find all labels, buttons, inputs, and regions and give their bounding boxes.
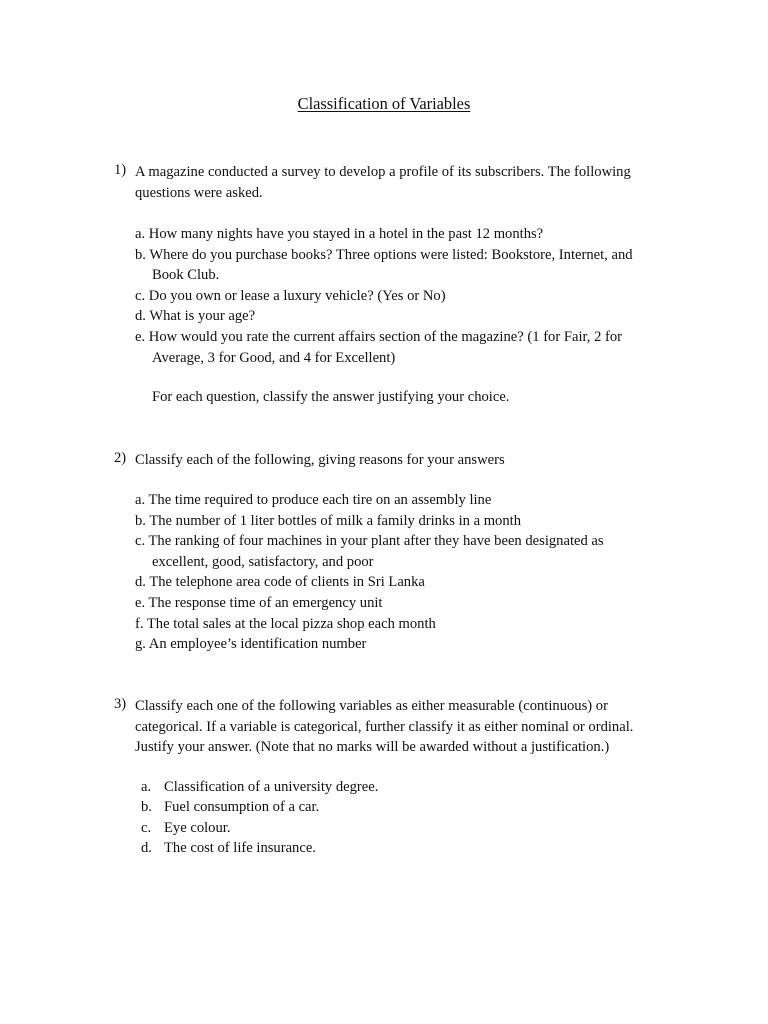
list-item [135,838,654,858]
question-3 [114,696,654,866]
question-1 [114,162,654,412]
list-item: d. The telephone area code of clients in Sri Lanka [135,574,425,591]
list-item [135,777,654,797]
list-item-text: The cost of life insurance. [164,840,316,857]
list-item-letter: c. [141,819,152,836]
list-item [135,797,654,817]
list-item: f. The total sales at the local pizza shop each month [135,615,436,632]
list-item [135,818,654,838]
list-item: c. The ranking of four machines in your plant after they have been designated as excellent, good, satisfactory, and poor [135,533,604,570]
list-item: c. Do you own or lease a luxury vehicle? (Yes or No) [135,287,446,304]
list-item-text: Eye colour. [164,819,231,836]
list-item-text: Classification of a university degree. [164,779,379,795]
list-item: d. What is your age? [135,308,256,325]
list-item: b. Where do you purchase books? Three options were listed: Bookstore, Internet, and Book Club. [135,246,633,284]
list-item-text: Fuel consumption of a car. [164,799,320,816]
question-items [135,777,654,859]
list-item-letter: d. [141,840,152,857]
question-items [135,490,654,655]
list-item: a. How many nights have you stayed in a hotel in the past 12 months? [135,226,544,242]
list-item-letter: b. [141,799,152,816]
question-2 [114,450,654,660]
question-number: 1) [114,162,127,178]
list-item: a. The time required to produce each tire on an assembly line [135,492,492,508]
list-item: e. The response time of an emergency unit [135,594,383,611]
question-number: 3) [114,696,127,712]
question-items [135,224,654,368]
page-title: Classification of Variables [297,94,471,113]
list-item: b. The number of 1 liter bottles of milk a family drinks in a month [135,512,521,529]
list-item: e. How would you rate the current affairs section of the magazine? (1 for Fair, 2 for Average, 3 for Good, and 4 for Excellent) [135,328,623,366]
question-text: Classify each of the following, giving reasons for your answers [135,452,505,468]
question-text: A magazine conducted a survey to develop a profile of its subscribers. The following questions were asked. [135,164,631,201]
question-text: Classify each one of the following variables as either measurable (continuous) or categorical. If a variable is categorical, further classify it as either nominal or ordinal. Justify your answer. (Note that no marks will be awarded without a justification.) [135,698,634,755]
list-item-letter: a. [141,779,152,795]
list-item: g. An employee’s identification number [135,636,367,653]
question-number: 2) [114,450,127,466]
question-instruction: For each question, classify the answer justifying your choice. [152,389,510,405]
